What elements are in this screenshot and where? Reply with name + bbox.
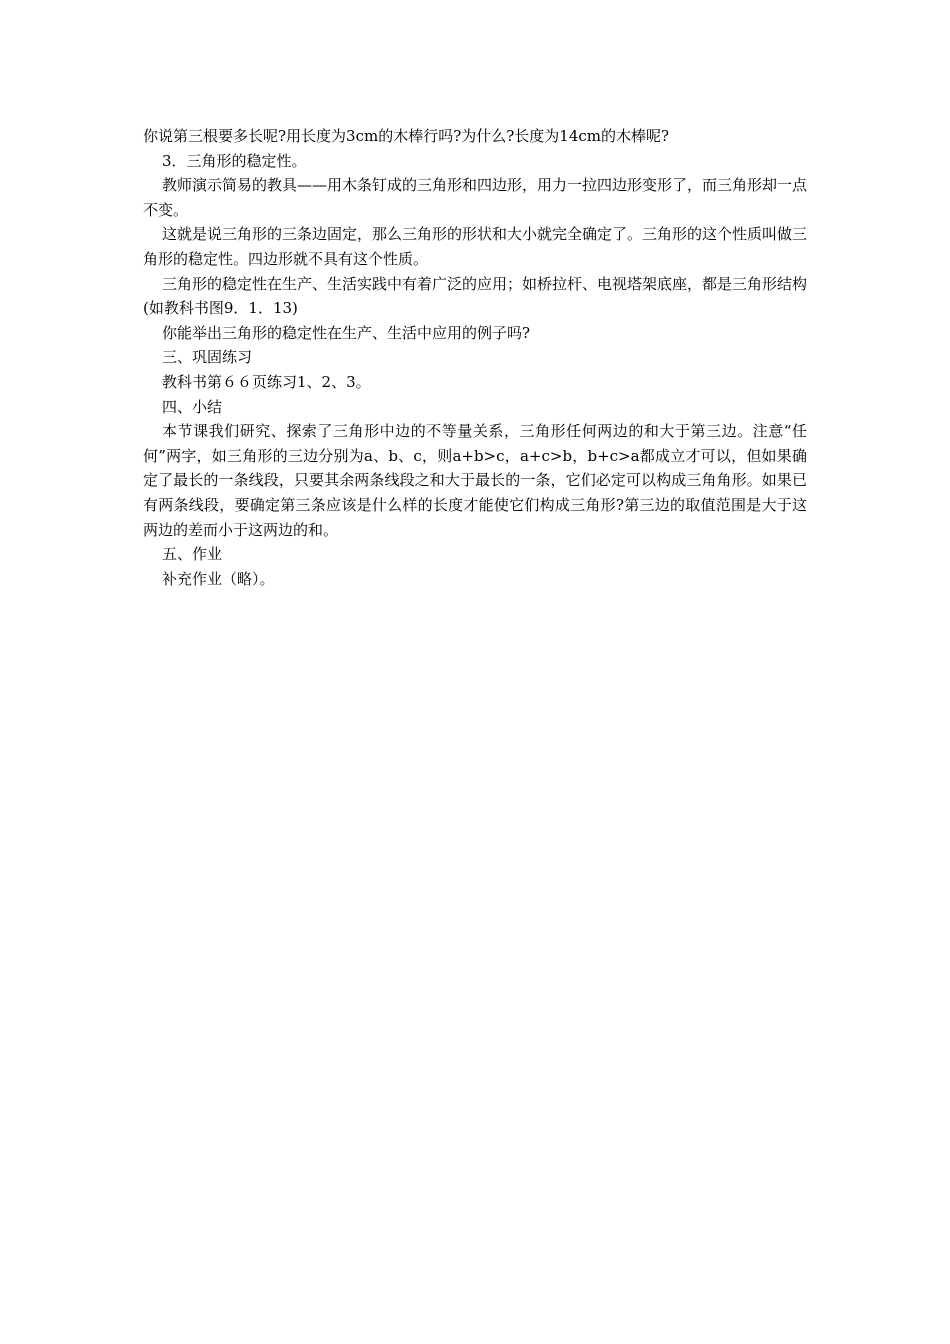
paragraph-examples-question: 你能举出三角形的稳定性在生产、生活中应用的例子吗?	[162, 323, 531, 342]
paragraph-homework: 补充作业（略）。	[162, 569, 275, 588]
section-heading-practice: 三、巩固练习	[162, 348, 253, 367]
section-heading-summary: 四、小结	[162, 397, 223, 416]
paragraph-question-third-stick: 你说第三根要多长呢?用长度为3cm的木棒行吗?为什么?长度为14cm的木棒呢?	[143, 127, 670, 145]
paragraph-teacher-demo: 教师演示简易的教具——用木条钉成的三角形和四边形，用力一拉四边形变形了，而三角形却一点不变。	[143, 176, 808, 219]
paragraph-summary: 本节课我们研究、探索了三角形中边的不等量关系，三角形任何两边的和大于第三边。注意“任何”两字，如三角形的三边分别为a、b、c，则a+b>c，a+c>b，b+c>a都成立才可以，但如果确定了最长的一条线段，只要其余两条线段之和大于最长的一条，它们必定可以构成三角角形。如果已有两条线段，要确定第三条应该是什么样的长度才能使它们构成三角形?第三边的取值范围是大于这两边的差而小于这两边的和。	[143, 422, 807, 539]
paragraph-stability-definition: 这就是说三角形的三条边固定，那么三角形的形状和大小就完全确定了。三角形的这个性质叫做三角形的稳定性。四边形就不具有这个性质。	[143, 225, 808, 268]
section-heading-stability: 3．三角形的稳定性。	[162, 151, 307, 170]
paragraph-stability-applications: 三角形的稳定性在生产、生活实践中有着广泛的应用；如桥拉杆、电视塔架底座，都是三角形结构(如教科书图9．1．13)	[143, 274, 808, 318]
document-body	[143, 124, 807, 591]
section-heading-homework: 五、作业	[162, 545, 223, 564]
paragraph-practice-exercises: 教科书第６６页练习1、2、3。	[162, 372, 371, 391]
